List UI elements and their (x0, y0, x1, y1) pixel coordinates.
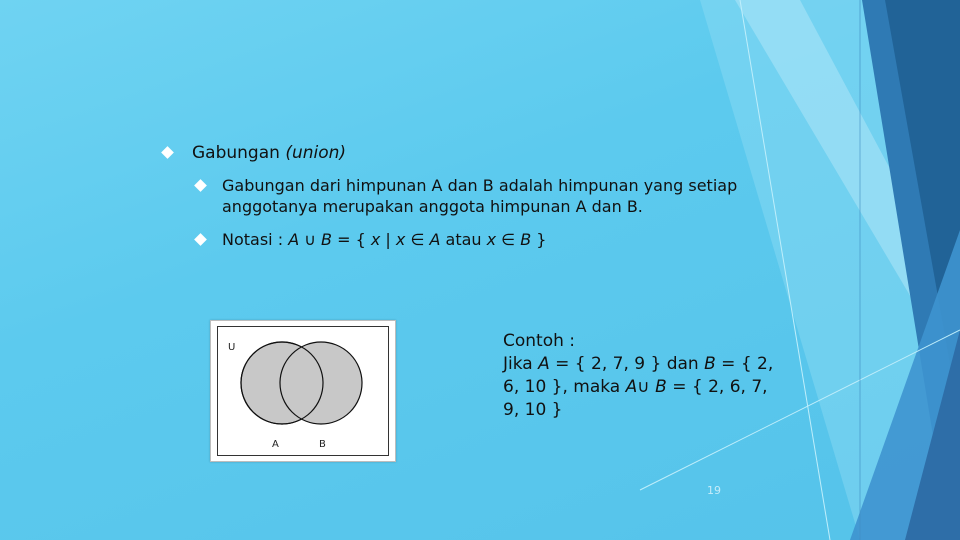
set-b-label: B (319, 439, 326, 450)
set-b-circle (280, 342, 362, 424)
set-a-label: A (272, 439, 279, 450)
notation-text: Notasi : A ∪ B = { x | x ∈ A atau x ∈ B } (222, 230, 547, 249)
bullet-notation (196, 229, 796, 250)
venn-universe-frame (217, 326, 389, 456)
diamond-bullet-icon (194, 179, 207, 192)
heading-italic: (union) (285, 143, 347, 163)
page-number: 19 (707, 484, 721, 497)
example-body: Jika A = { 2, 7, 9 } dan B = { 2, 6, 10 }, maka A∪ B = { 2, 6, 7, 9, 10 } (503, 354, 774, 420)
example-text (503, 330, 778, 422)
diamond-bullet-icon (161, 146, 174, 159)
bullet-definition (196, 175, 796, 217)
bullet-heading (163, 143, 346, 163)
universe-label: U (228, 342, 236, 353)
example-heading: Contoh : (503, 331, 576, 351)
venn-diagram (218, 327, 388, 455)
venn-diagram-image (210, 320, 396, 462)
diamond-bullet-icon (194, 233, 207, 246)
heading-main: Gabungan (192, 143, 280, 163)
heading-text (192, 143, 346, 163)
definition-text: Gabungan dari himpunan A dan B adalah himpunan yang setiap anggotanya merupakan anggota himpunan A dan B. (222, 176, 738, 216)
